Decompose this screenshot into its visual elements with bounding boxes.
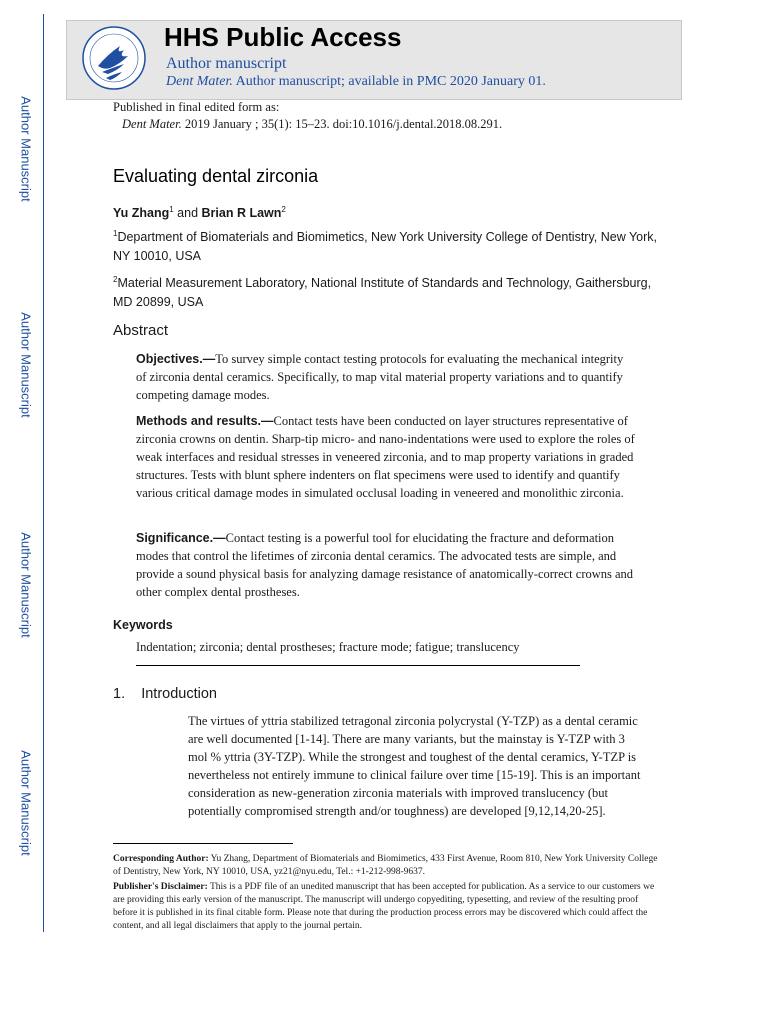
pmc-availability <box>166 74 546 90</box>
hhs-eagle-seal-icon <box>80 24 148 92</box>
abstract-methods-results <box>136 412 636 502</box>
side-label-author-manuscript: Author Manuscript <box>18 750 34 856</box>
published-label: Published in final edited form as: <box>113 100 280 114</box>
abstract-section-text: Contact tests have been conducted on layer structures representative of zirconia crowns on dentin. Sharp-tip micro- and nano-indentations were used to explore the roles of weak interfaces and residual stresses in veneered zirconia, and to map property variations in graded structures. Tests with blunt sphere indenters on flat specimens were used to identify and quantify various critical damage modes in simulated occlusal loading in veneered and monolithic zirconia. <box>136 414 635 500</box>
abstract-section-lead: Methods and results.— <box>136 414 274 428</box>
journal-name: Dent Mater. <box>122 117 182 131</box>
keywords-divider <box>136 665 580 666</box>
affiliation <box>113 224 673 266</box>
side-label-author-manuscript: Author Manuscript <box>18 532 34 638</box>
availability-text: Author manuscript; available in PMC 2020 January 01. <box>232 74 546 89</box>
author-separator: and <box>173 206 202 221</box>
footnote-label: Corresponding Author: <box>113 854 209 864</box>
author-name: Brian R Lawn <box>201 206 282 221</box>
author-affiliation-mark: 1 <box>169 205 174 214</box>
keywords-list: Indentation; zirconia; dental prostheses; fracture mode; fatigue; translucency <box>136 640 520 654</box>
affiliation-text: Material Measurement Laboratory, National Institute of Standards and Technology, Gaithersburg, MD 20899, USA <box>113 276 652 310</box>
introduction-paragraph: The virtues of yttria stabilized tetragonal zirconia polycrystal (Y-TZP) as a dental ceramic are well documented [1-14]. There are many variants, but the mainstay is Y-TZP with 3 mol % yttria (3Y-TZP). While the strongest and toughest of the dental ceramics, Y-TZP is nevertheless not entirely immune to clinical failure over time [15-19]. This is an important consideration as new-generation zirconia materials with improved translucency (but potentially compromised strength and/or toughness) are developed [9,12,14,20-25]. <box>188 714 641 818</box>
keywords-heading: Keywords <box>113 618 173 632</box>
footnote-text: Yu Zhang, Department of Biomaterials and Biomimetics, 433 First Avenue, Room 810, New York University College of Dentistry, New York, NY 10010, USA, yz21@nyu.edu, Tel.: +1-212-998-9637. <box>113 854 658 877</box>
footnote-divider <box>113 843 293 844</box>
abstract-section-lead: Significance.— <box>136 531 226 545</box>
footnote-label: Publisher's Disclaimer: <box>113 882 208 892</box>
author-affiliation-mark: 2 <box>281 205 286 214</box>
author-manuscript-label: Author manuscript <box>166 55 287 72</box>
affiliation <box>113 270 673 312</box>
side-label-author-manuscript: Author Manuscript <box>18 312 34 418</box>
hhs-public-access-title: HHS Public Access <box>164 22 402 52</box>
abstract-significance <box>136 529 636 601</box>
affiliation-mark: 2 <box>113 275 118 284</box>
abstract-heading: Abstract <box>113 322 169 339</box>
affiliation-mark: 1 <box>113 229 118 238</box>
side-label-author-manuscript: Author Manuscript <box>18 96 34 202</box>
published-citation <box>122 117 502 132</box>
abstract-section-text: Contact testing is a powerful tool for elucidating the fracture and deformation modes that control the lifetimes of zirconia dental ceramics. The advocated tests are simple, and provide a sound physical basis for analyzing damage resistance of anatomically-correct crowns and other complex dental prostheses. <box>136 531 634 599</box>
corresponding-author-note <box>113 853 658 879</box>
introduction-heading: 1. Introduction <box>113 686 217 702</box>
author-name: Yu Zhang <box>113 206 170 221</box>
abstract-section-text: To survey simple contact testing protocols for evaluating the mechanical integrity of zirconia dental ceramics. Specifically, to map vital material property variations and to quantify competing damage modes. <box>136 352 624 402</box>
publisher-disclaimer-note <box>113 881 658 933</box>
journal-name: Dent Mater. <box>166 74 233 89</box>
side-divider <box>43 14 44 932</box>
article-title: Evaluating dental zirconia <box>113 166 319 186</box>
footnote-text: This is a PDF file of an unedited manuscript that has been accepted for publication. As a service to our customers we are providing this early version of the manuscript. The manuscript will undergo copyediting, typesetting, and review of the resulting proof before it is published in its final citable form. Please note that during the production process errors may be discovered which could affect the content, and all legal disclaimers that apply to the journal pertain. <box>113 882 655 931</box>
citation-text: 2019 January ; 35(1): 15–23. doi:10.1016/j.dental.2018.08.291. <box>181 117 503 131</box>
abstract-objectives <box>136 350 636 404</box>
affiliation-text: Department of Biomaterials and Biomimetics, New York University College of Dentistry, New York, NY 10010, USA <box>113 230 658 264</box>
abstract-section-lead: Objectives.— <box>136 352 216 366</box>
author-list <box>113 205 286 220</box>
